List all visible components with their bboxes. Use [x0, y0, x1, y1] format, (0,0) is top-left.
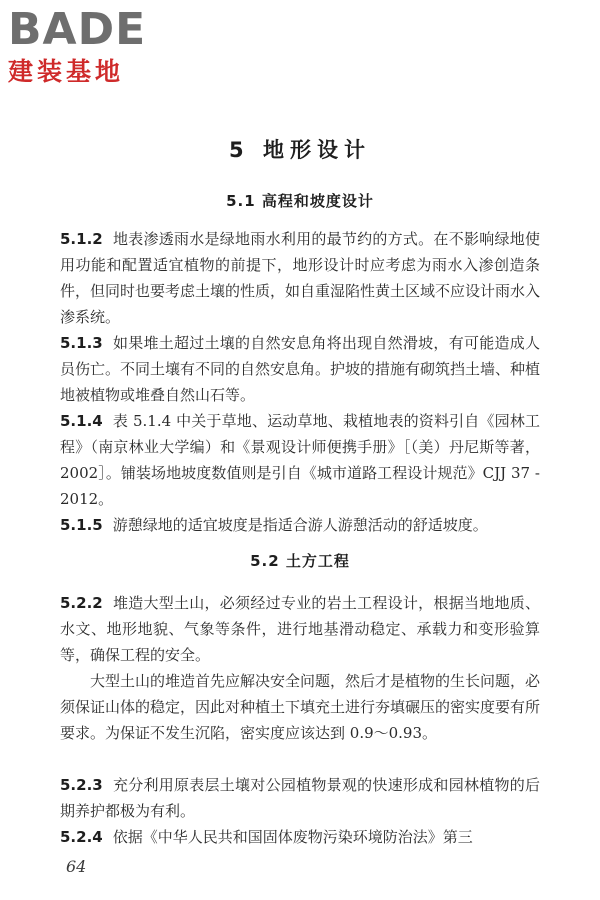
clause-5-2-4: [60, 824, 540, 850]
clause-5-1-5: [60, 512, 540, 538]
logo-mark: BADE: [8, 4, 147, 55]
clause-number: 5.1.5: [60, 516, 103, 534]
logo-subtitle: 建装基地: [8, 57, 125, 86]
clause-text: 地表渗透雨水是绿地雨水利用的最节约的方式。在不影响绿地使用功能和配置适宜植物的前提下，地形设计时应考虑为雨水入渗创造条件，但同时也要考虑土壤的性质，如自重湿陷性黄土区域不应设计雨水入渗系统。: [60, 230, 541, 326]
page-number: 64: [66, 857, 87, 876]
clause-number: 5.1.4: [60, 412, 103, 430]
chapter-title: 5 地形设计: [229, 138, 371, 162]
clause-5-1-2: [60, 226, 540, 330]
clause-number: 5.2.3: [60, 776, 103, 794]
clause-number: 5.2.4: [60, 828, 103, 846]
clause-text: 如果堆土超过土壤的自然安息角将出现自然滑坡，有可能造成人员伤亡。不同土壤有不同的自然安息角。护坡的措施有砌筑挡土墙、种植地被植物或堆叠自然山石等。: [60, 334, 541, 404]
section-title-5-2: 5.2 土方工程: [250, 552, 350, 570]
clause-5-1-3: [60, 330, 540, 408]
clause-text: 依据《中华人民共和国固体废物污染环境防治法》第三: [112, 828, 473, 846]
clause-5-2-2: [60, 590, 540, 668]
clause-5-2-3: [60, 772, 540, 824]
clause-text: 游憩绿地的适宜坡度是指适合游人游憩活动的舒适坡度。: [112, 516, 488, 534]
clause-text: 大型土山的堆造首先应解决安全问题，然后才是植物的生长问题，必须保证山体的稳定，因此对种植土下填充土进行夯填碾压的密实度要有所要求。为保证不发生沉陷，密实度应该达到 0.9～0.93。: [60, 672, 541, 742]
bade-logo: [8, 6, 178, 88]
clause-5-2-2-note: [60, 668, 540, 746]
clause-5-1-4: [60, 408, 540, 512]
clause-text: 表 5.1.4 中关于草地、运动草地、栽植地表的资料引自《园林工程》（南京林业大学编）和《景观设计师便携手册》［（美）丹尼斯等著，2002］。铺装场地坡度数值则是引自《城市道路工程设计规范》CJJ 37 - 2012。: [60, 412, 540, 508]
clause-number: 5.1.3: [60, 334, 103, 352]
clause-number: 5.2.2: [60, 594, 103, 612]
clause-number: 5.1.2: [60, 230, 103, 248]
clause-text: 充分利用原表层土壤对公园植物景观的快速形成和园林植物的后期养护都极为有利。: [60, 776, 540, 820]
clause-text: 堆造大型土山，必须经过专业的岩土工程设计，根据当地地质、水文、地形地貌、气象等条件，进行地基滑动稳定、承载力和变形验算等，确保工程的安全。: [60, 594, 540, 664]
section-title-5-1: 5.1 高程和坡度设计: [226, 192, 374, 210]
